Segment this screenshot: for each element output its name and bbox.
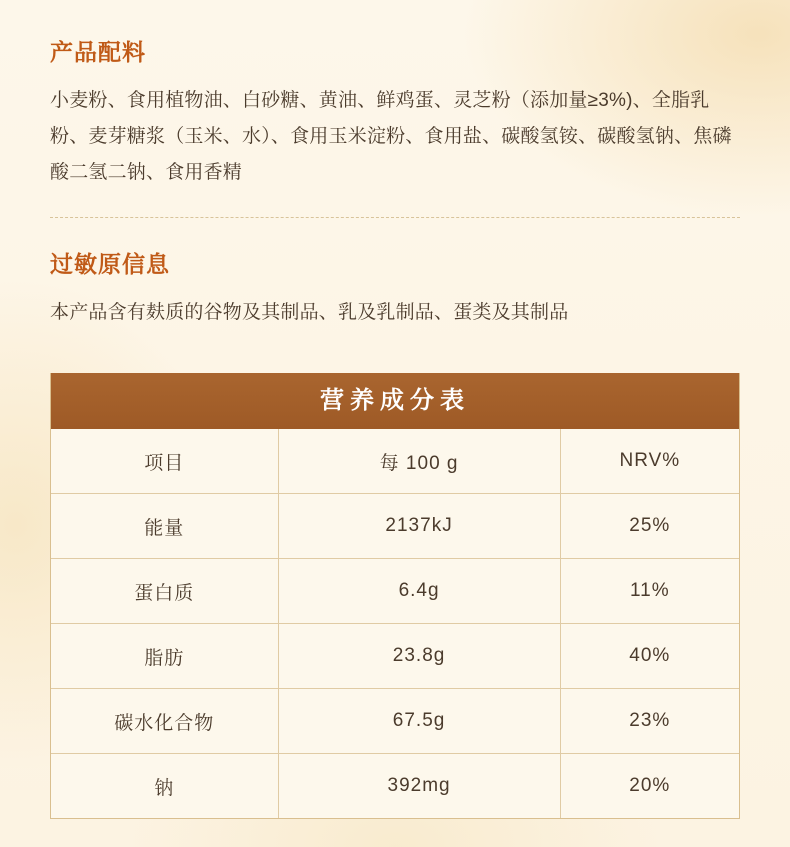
- allergen-section: [0, 218, 790, 331]
- nutrient-nrv: 40%: [560, 624, 739, 689]
- nutrition-table: [51, 429, 739, 818]
- nutrient-amount: 67.5g: [278, 689, 560, 754]
- nutrient-name: 蛋白质: [51, 559, 278, 624]
- table-row: [51, 624, 739, 689]
- column-header-nrv: NRV%: [619, 450, 681, 471]
- allergen-text: 本产品含有麸质的谷物及其制品、乳及乳制品、蛋类及其制品: [50, 302, 569, 323]
- table-row: [51, 559, 739, 624]
- nutrient-amount: 2137kJ: [278, 494, 560, 559]
- nutrient-amount: 23.8g: [278, 624, 560, 689]
- table-row: [51, 494, 739, 559]
- allergen-heading: 过敏原信息: [50, 251, 170, 277]
- nutrient-nrv: 11%: [560, 559, 739, 624]
- nutrient-name: 脂肪: [51, 624, 278, 689]
- nutrient-amount: 392mg: [278, 754, 560, 819]
- nutrient-name: 碳水化合物: [51, 689, 278, 754]
- nutrient-amount: 6.4g: [278, 559, 560, 624]
- nutrition-table-container: [50, 373, 740, 819]
- nutrient-nrv: 20%: [560, 754, 739, 819]
- nutrient-nrv: 23%: [560, 689, 739, 754]
- table-row: [51, 754, 739, 819]
- table-row: [51, 689, 739, 754]
- nutrient-name: 能量: [51, 494, 278, 559]
- ingredients-text: 小麦粉、食用植物油、白砂糖、黄油、鲜鸡蛋、灵芝粉（添加量≥3%)、全脂乳粉、麦芽糖浆（玉米、水）、食用玉米淀粉、食用盐、碳酸氢铵、碳酸氢钠、焦磷酸二氢二钠、食用香精: [50, 90, 732, 183]
- table-header-row: [51, 429, 739, 494]
- ingredients-section: [0, 0, 790, 191]
- ingredients-heading: 产品配料: [50, 39, 146, 65]
- nutrient-nrv: 25%: [560, 494, 739, 559]
- nutrient-name: 钠: [51, 754, 278, 819]
- column-header-per100g: 每 100 g: [278, 429, 560, 494]
- column-header-item: 项目: [51, 429, 278, 494]
- nutrition-table-title: 营养成分表: [51, 373, 739, 429]
